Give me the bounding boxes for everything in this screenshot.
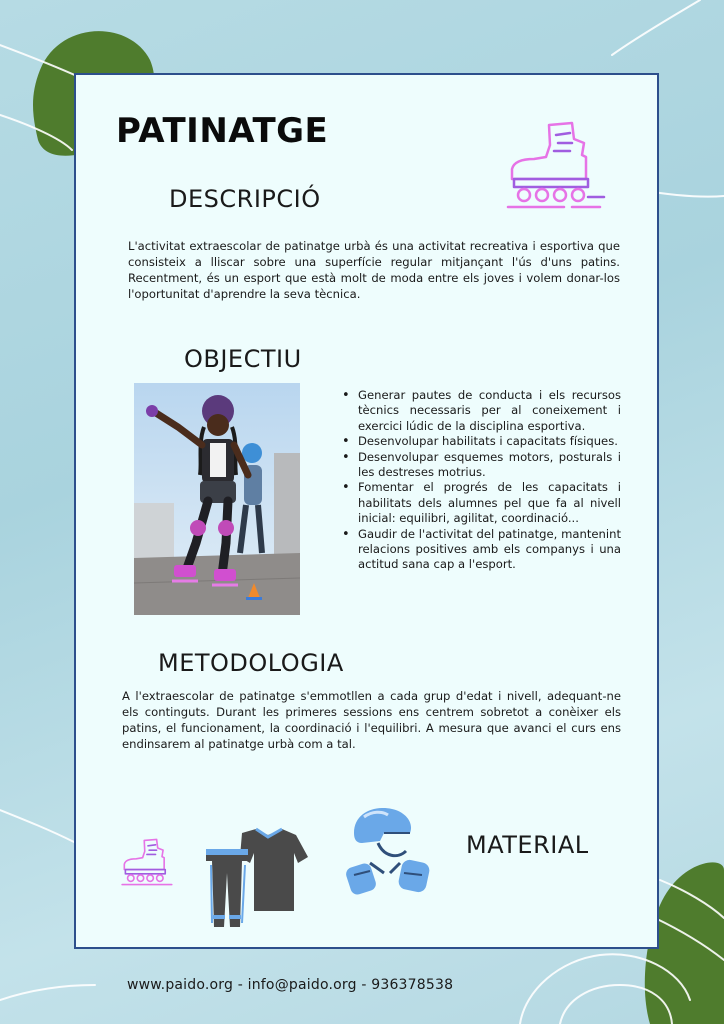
list-item: • Gaudir de l'activitat del patinatge, mantenint relacions positives amb els companys i una actitud sana cap a l'esport.	[340, 527, 621, 573]
description-heading: DESCRIPCIÓ	[169, 185, 321, 213]
description-text: L'activitat extraescolar de patinatge urbà és una activitat recreativa i esportiva que consisteix a lliscar sobre una superfície regular mitjançant l'ús d'uns patins. Recentment, és un esport que està molt de moda entre els joves i volem donar-los l'oportunitat d'aprendre la seva tècnica.	[128, 239, 620, 301]
list-item: • Generar pautes de conducta i els recursos tècnics necessaris per al coneixement i exercici lúdic de la disciplina esportiva.	[340, 388, 621, 434]
objective-list	[340, 388, 621, 573]
page-title: PATINATGE	[116, 111, 329, 151]
content-card	[74, 73, 659, 949]
footer-contact: www.paido.org - info@paido.org - 936378538	[127, 977, 454, 993]
skating-child-photo	[134, 383, 300, 615]
objective-heading: OBJECTIU	[184, 345, 302, 373]
roller-skate-icon	[120, 835, 176, 889]
material-heading: MATERIAL	[466, 831, 589, 859]
roller-skate-icon	[504, 117, 608, 213]
clothes-icon	[200, 827, 310, 933]
methodology-heading: METODOLOGIA	[158, 649, 344, 677]
helmet-pads-icon	[344, 803, 440, 899]
list-item: • Desenvolupar habilitats i capacitats físiques.	[340, 434, 621, 449]
methodology-text: A l'extraescolar de patinatge s'emmotllen a cada grup d'edat i nivell, adequant-ne els continguts. Durant les primeres sessions ens centrem sobretot a conèixer els patins, el funcionament, la coordinació i l'equilibri. A mesura que avanci el curs ens endinsarem al patinatge urbà com a tal.	[122, 689, 621, 751]
list-item: • Fomentar el progrés de les capacitats i habilitats dels alumnes pel que fa al nivell inicial: equilibri, agilitat, coordinació...	[340, 480, 621, 526]
list-item: • Desenvolupar esquemes motors, posturals i les destreses motrius.	[340, 450, 621, 481]
